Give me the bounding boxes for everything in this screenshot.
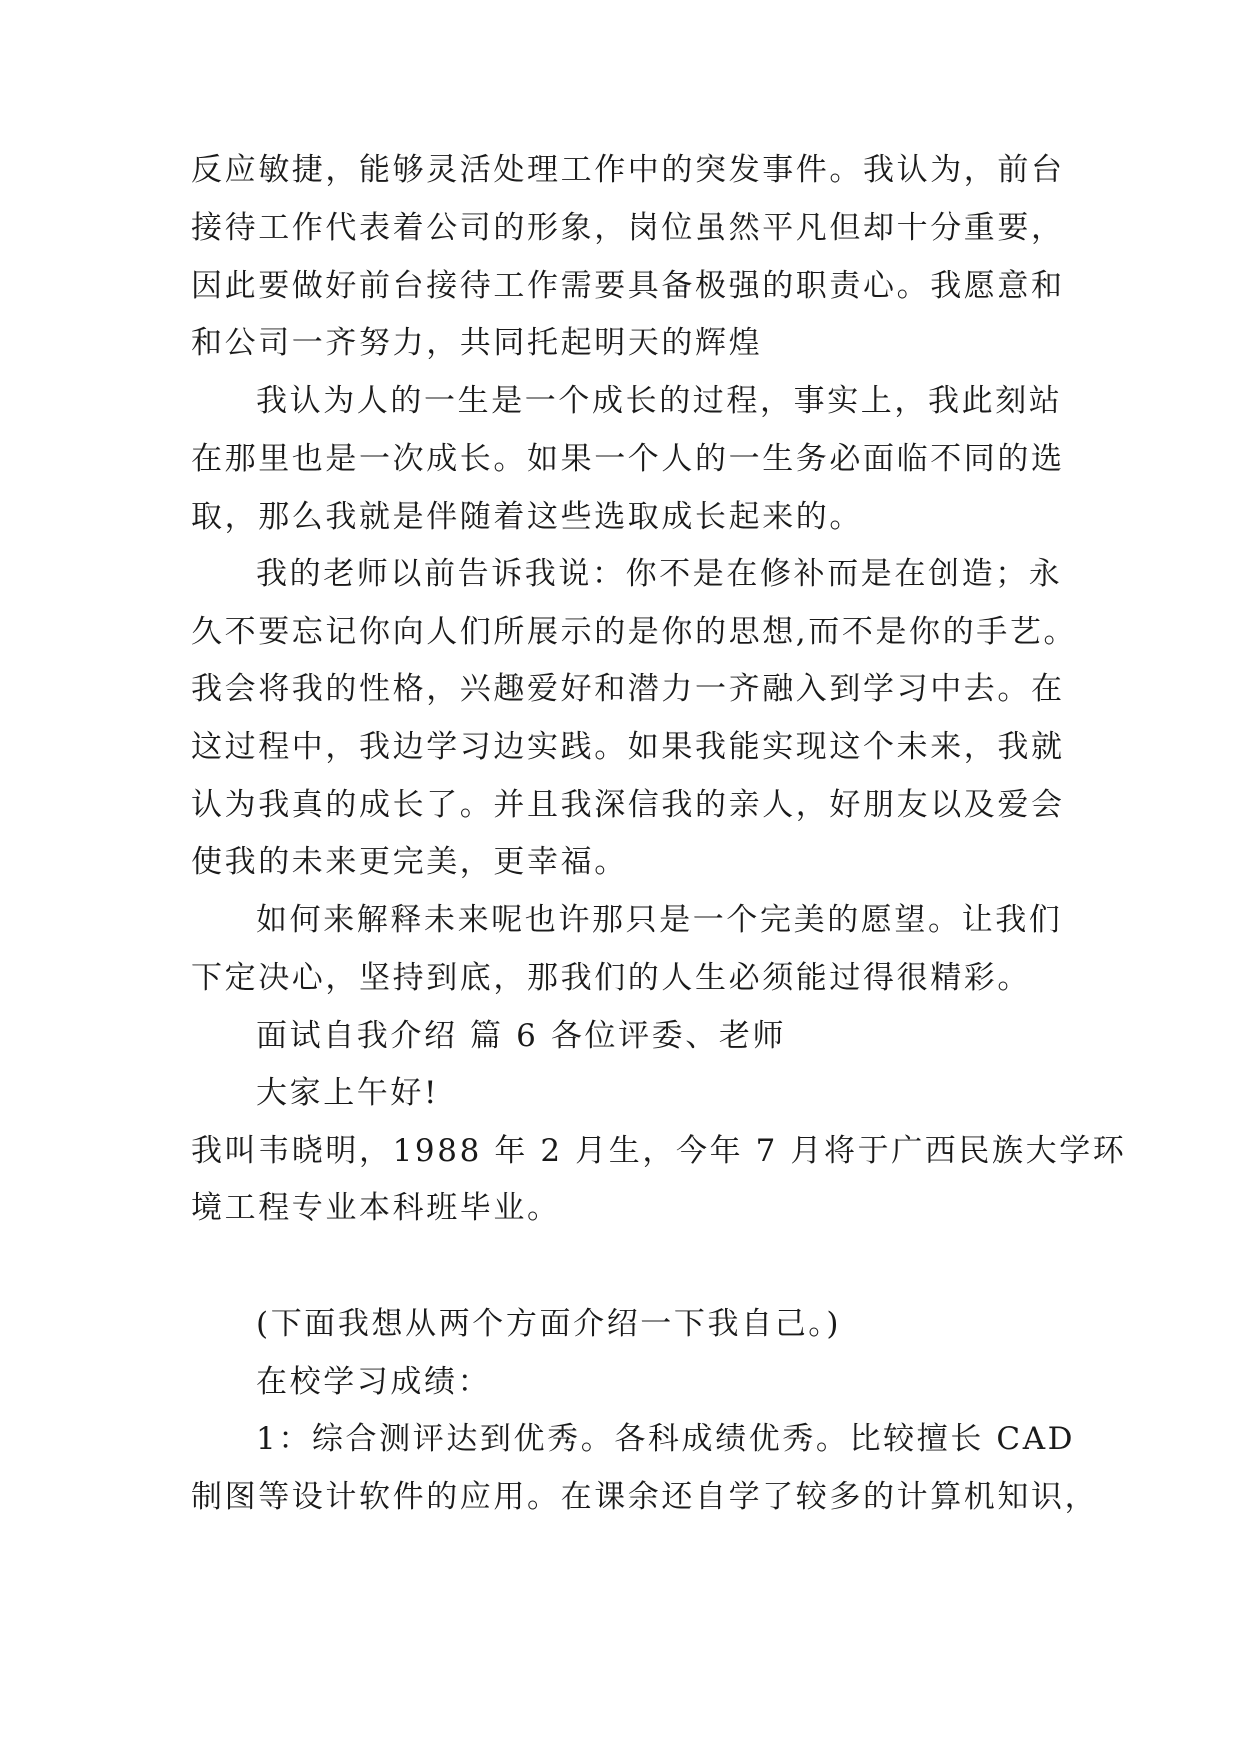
text-line: 接待工作代表着公司的形象，岗位虽然平凡但却十分重要， xyxy=(191,210,1065,246)
text-line: 和公司一齐努力，共同托起明天的辉煌 xyxy=(191,325,763,361)
greeting-line: 大家上午好! xyxy=(256,1075,440,1111)
text-line: 因此要做好前台接待工作需要具备极强的职责心。我愿意和 xyxy=(191,268,1065,304)
text-line: 境工程专业本科班毕业。 xyxy=(191,1190,561,1226)
text-line: 制图等设计软件的应用。在课余还自学了较多的计算机知识， xyxy=(191,1479,1099,1515)
text-line: 我叫韦晓明，1988 年 2 月生，今年 7 月将于广西民族大学环 xyxy=(191,1133,1127,1169)
text-line: (下面我想从两个方面介绍一下我自己。) xyxy=(256,1306,842,1342)
text-line: 这过程中，我边学习边实践。如果我能实现这个未来，我就 xyxy=(191,729,1065,765)
text-line: 下定决心，坚持到底，那我们的人生必须能过得很精彩。 xyxy=(191,960,1031,996)
text-line: 我的老师以前告诉我说：你不是在修补而是在创造；永 xyxy=(256,556,1063,592)
text-line: 我认为人的一生是一个成长的过程，事实上，我此刻站 xyxy=(256,383,1063,419)
text-line: 在那里也是一次成长。如果一个人的一生务必面临不同的选 xyxy=(191,441,1065,477)
text-line: 取，那么我就是伴随着这些选取成长起来的。 xyxy=(191,499,863,535)
text-line: 在校学习成绩： xyxy=(256,1364,492,1400)
text-line: 认为我真的成长了。并且我深信我的亲人，好朋友以及爱会 xyxy=(191,787,1065,823)
text-line: 1：综合测评达到优秀。各科成绩优秀。比较擅长 CAD xyxy=(256,1421,1076,1457)
text-line: 使我的未来更完美，更幸福。 xyxy=(191,844,628,880)
text-line: 久不要忘记你向人们所展示的是你的思想,而不是你的手艺。 xyxy=(191,614,1078,650)
text-line: 如何来解释未来呢也许那只是一个完美的愿望。让我们 xyxy=(256,902,1063,938)
text-line: 反应敏捷，能够灵活处理工作中的突发事件。我认为，前台 xyxy=(191,152,1065,188)
section-heading: 面试自我介绍 篇 6 各位评委、老师 xyxy=(256,1018,787,1054)
text-line: 我会将我的性格，兴趣爱好和潜力一齐融入到学习中去。在 xyxy=(191,671,1065,707)
